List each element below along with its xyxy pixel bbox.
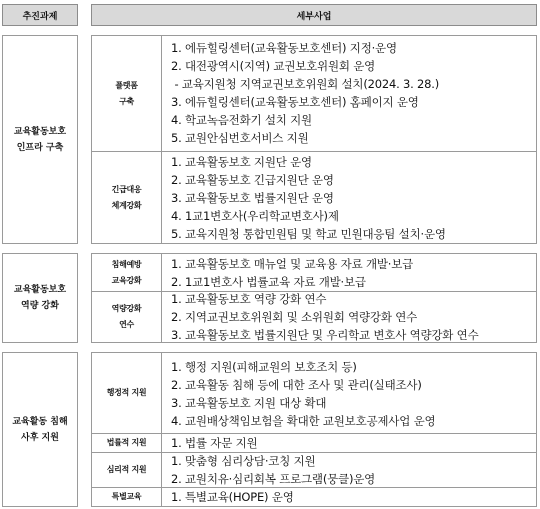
- header-detail-label: 세부사업: [296, 11, 332, 22]
- task-title-line: 인프라 구축: [16, 142, 64, 153]
- item-list-legal: [162, 434, 536, 452]
- task-cell-infrastructure: [2, 35, 78, 244]
- list-item: 1. 에듀힐링센터(교육활동보호센터) 지정·운영: [171, 41, 397, 55]
- item-list-platform: [162, 39, 536, 147]
- list-item: 1. 행정 지원(피해교원의 보호조치 등): [171, 360, 357, 374]
- list-item: 3. 교육활동보호 법률지원단 및 우리학교 변호사 역량강화 연수: [171, 328, 479, 342]
- sub-label-prevention: 침해예방 교육강화: [111, 259, 142, 285]
- list-item: 2. 교육활동 침해 등에 대한 조사 및 관리(실태조사): [171, 378, 422, 392]
- list-item: 2. 교원치유·심리회복 프로그램(뭉클)운영: [171, 472, 376, 486]
- item-list-special-education: [162, 488, 536, 506]
- detail-box-infrastructure: [91, 35, 537, 244]
- task-cell-aftercare: [2, 352, 78, 507]
- list-item: 4. 1교1변호사(우리학교변호사)제: [171, 209, 339, 223]
- list-item: 4. 교원배상책임보험을 확대한 교원보호공제사업 운영: [171, 414, 436, 428]
- list-item: 2. 대전광역시(지역) 교권보호위원회 운영: [171, 59, 376, 73]
- task-title-line: 교육활동보호: [13, 126, 67, 137]
- list-item: - 교육지원청 지역교권보호위원회 설치(2024. 3. 28.): [171, 77, 439, 91]
- list-item: 3. 교육활동보호 지원 대상 확대: [171, 396, 327, 410]
- list-item: 5. 교육지원청 통합민원팀 및 학교 민원대응팀 설치·운영: [171, 227, 446, 241]
- sub-label-training: 역량강화 연수: [111, 304, 142, 329]
- sub-label-psychological: 심리적 지원: [106, 465, 147, 474]
- detail-box-capacity: [91, 253, 537, 343]
- list-item: 1. 교육활동보호 매뉴얼 및 교육용 자료 개발·보급: [171, 257, 414, 271]
- list-item: 1. 교육활동보호 역량 강화 연수: [171, 292, 327, 306]
- list-item: 4. 학교녹음전화기 설치 지원: [171, 113, 312, 127]
- item-list-psychological: [162, 452, 536, 488]
- list-item: 2. 1교1변호사 법률교육 자료 개발·보급: [171, 275, 366, 289]
- list-item: 1. 교육활동보호 지원단 운영: [171, 155, 312, 169]
- sub-label-platform: 플랫폼 구축: [115, 80, 138, 106]
- task-title-line: 교육활동보호: [13, 285, 67, 295]
- sub-label-administrative: 행정적 지원: [106, 388, 147, 397]
- task-cell-capacity: [2, 253, 78, 343]
- list-item: 1. 특별교육(HOPE) 운영: [171, 490, 294, 504]
- item-list-emergency: [162, 153, 536, 243]
- list-item: 1. 법률 자문 지원: [171, 436, 258, 450]
- task-title-line: 사후 지원: [21, 432, 59, 443]
- task-title-line: 역량 강화: [21, 301, 59, 311]
- list-item: 2. 교육활동보호 긴급지원단 운영: [171, 173, 334, 187]
- list-item: 1. 맞춤형 심리상담·코칭 지원: [171, 454, 316, 468]
- item-list-administrative: [162, 358, 536, 430]
- sub-label-special-education: 특별교육: [111, 492, 142, 501]
- header-task-column: [2, 4, 78, 26]
- item-list-prevention: [162, 255, 536, 291]
- task-title-line: 교육활동 침해: [12, 416, 68, 427]
- sub-label-emergency: 긴급대응 체계강화: [111, 184, 142, 210]
- sub-label-legal: 법률적 지원: [106, 438, 147, 447]
- list-item: 3. 에듀힐링센터(교육활동보호센터) 홈페이지 운영: [171, 95, 419, 109]
- list-item: 2. 지역교권보호위원회 및 소위원회 역량강화 연수: [171, 310, 418, 324]
- detail-box-aftercare: [91, 352, 537, 507]
- list-item: 5. 교원안심번호서비스 지원: [171, 131, 309, 145]
- item-list-training: [162, 290, 536, 344]
- list-item: 3. 교육활동보호 법률지원단 운영: [171, 191, 334, 205]
- header-detail-column: [91, 4, 537, 26]
- header-task-label: 추진과제: [22, 11, 58, 22]
